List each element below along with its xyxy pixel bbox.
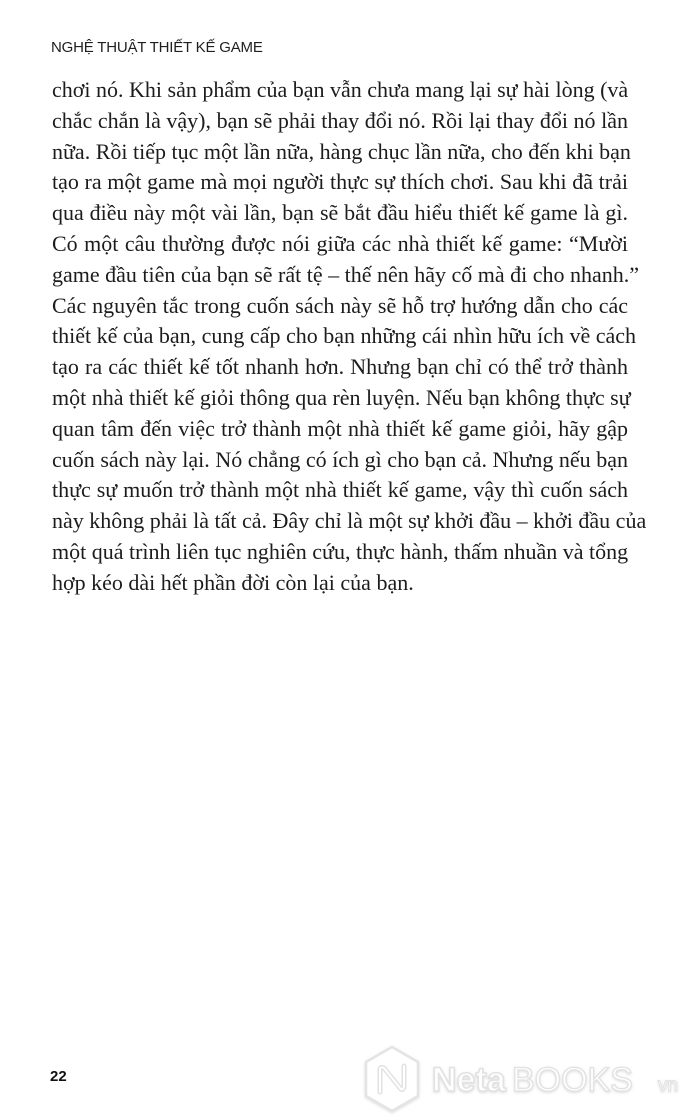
text-line: chơi nó. Khi sản phẩm của bạn vẫn chưa mang lại sự hài lòng (và [52, 77, 629, 102]
watermark-brand-light: BOOKS [512, 1061, 633, 1099]
text-line: tạo ra một game mà mọi người thực sự thích chơi. Sau khi đã trải [52, 169, 628, 195]
text-line: cuốn sách này lại. Nó chẳng có ích gì cho bạn cả. Nhưng nếu bạn [52, 446, 628, 472]
text-line: một nhà thiết kế giỏi thông qua rèn luyện. Nếu bạn không thực sự [52, 384, 631, 410]
text-line: này không phải là tất cả. Đây chỉ là một sự khởi đầu – khởi đầu của [52, 508, 647, 534]
text-line: thực sự muốn trở thành một nhà thiết kế game, vậy thì cuốn sách [52, 477, 628, 503]
hexagon-n-logo-icon [366, 1047, 418, 1111]
body-text [52, 75, 647, 599]
text-line: tạo ra các thiết kế tốt nhanh hơn. Nhưng bạn chỉ có thể trở thành [52, 354, 628, 380]
text-line: Các nguyên tắc trong cuốn sách này sẽ hỗ trợ hướng dẫn cho các [52, 292, 628, 318]
page-number: 22 [50, 1068, 67, 1085]
text-line: chắc chắn là vậy), bạn sẽ phải thay đổi nó. Rồi lại thay đổi nó lần [52, 107, 628, 133]
netabooks-watermark [362, 1044, 692, 1116]
text-line: quan tâm đến việc trở thành một nhà thiết kế game giỏi, hãy gập [52, 415, 628, 441]
text-line: game đầu tiên của bạn sẽ rất tệ – thế nên hãy cố mà đi cho nhanh.” [52, 261, 640, 287]
text-line: qua điều này một vài lần, bạn sẽ bắt đầu hiểu thiết kế game là gì. [52, 200, 628, 226]
watermark-brand-bold: Neta [432, 1061, 506, 1099]
text-line: nữa. Rồi tiếp tục một lần nữa, hàng chục lần nữa, cho đến khi bạn [52, 138, 631, 164]
watermark-logo [362, 1044, 692, 1116]
running-header: NGHỆ THUẬT THIẾT KẾ GAME [51, 39, 263, 56]
text-line-last: hợp kéo dài hết phần đời còn lại của bạn. [52, 569, 414, 595]
text-line: một quá trình liên tục nghiên cứu, thực hành, thấm nhuần và tổng [52, 538, 629, 564]
text-line: Có một câu thường được nói giữa các nhà thiết kế game: “Mười [52, 230, 628, 256]
text-line: thiết kế của bạn, cung cấp cho bạn những cái nhìn hữu ích về cách [52, 323, 637, 349]
watermark-suffix: vn [658, 1075, 679, 1096]
